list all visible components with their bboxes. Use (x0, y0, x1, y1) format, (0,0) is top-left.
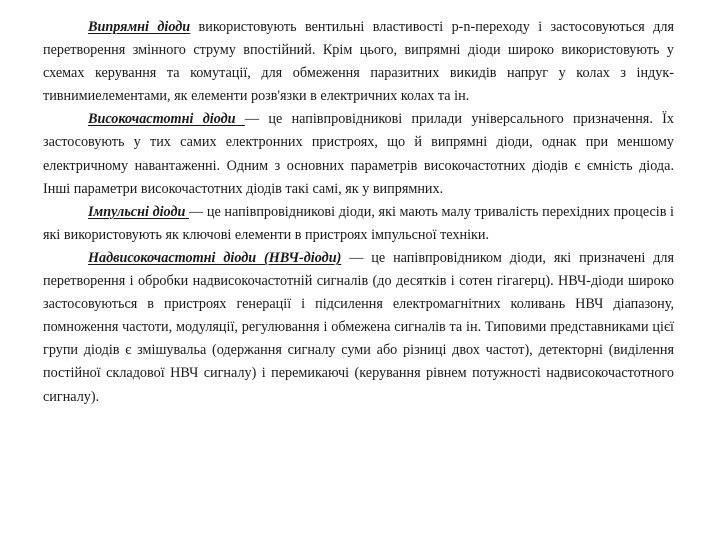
paragraph-body: — це напівпровідникові діоди, які мають малу тривалість перехідних процесів і які використовують як ключові елементи в пристроях імпульсної техніки. (43, 203, 674, 243)
term-rectifier-diodes: Випрямні діоди (88, 19, 191, 35)
term-microwave-diodes: Надвисокочастотні діоди (НВЧ-діоди) (88, 249, 342, 266)
paragraph-high-frequency-diodes (43, 108, 674, 200)
term-pulse-diodes: Імпульсні діоди (88, 203, 190, 220)
document-page (43, 16, 674, 409)
paragraph-microwave-diodes (43, 247, 674, 409)
paragraph-body: — це напівпровідником діоди, які призначені для перетворення і обробки надвисокочастотній сигналів (до десятків і сотен гігагерц). НВЧ-діоди широко застосовуються в пристроях генерації і підсилення електромагнітних коливань НВЧ діапазону, помноження частоти, модуляції, регулювання і обмежена сигналів та ін. Типовими представниками цієї групи діодів є змішувальа (одержання сигналу суми або різниці двох частот), детекторні (виділення постійної складової НВЧ сигналу) і перемикаючі (керування рівнем потужності надвисокочастотного сигналу). (43, 249, 674, 405)
paragraph-pulse-diodes (43, 201, 674, 247)
paragraph-rectifier-diodes (43, 16, 674, 108)
paragraph-body: — це напівпровідникові прилади універсального призначення. Їх застосовують у тих самих електронних пристроях, що й випрямні діоди, однак при меншому електричному навантаженні. Одним з основних параметрів високочастотних діодів є ємність діода. Інші параметри високочастотних діодів такі самі, як у випрямних. (43, 111, 675, 197)
paragraph-body: використовують вентильні властивості p-n-переходу і застосовуються для перетворення змінного струму впостійний. Крім цього, випрямні діоди широко використовують у схемах керування та комутації, для обмеження паразитних викидів напруг у колах з індук-тивнимиелементами, як елементи розв'язки в електричних колах та ін. (43, 19, 674, 105)
term-high-frequency-diodes: Високочастотні діоди (88, 111, 245, 128)
